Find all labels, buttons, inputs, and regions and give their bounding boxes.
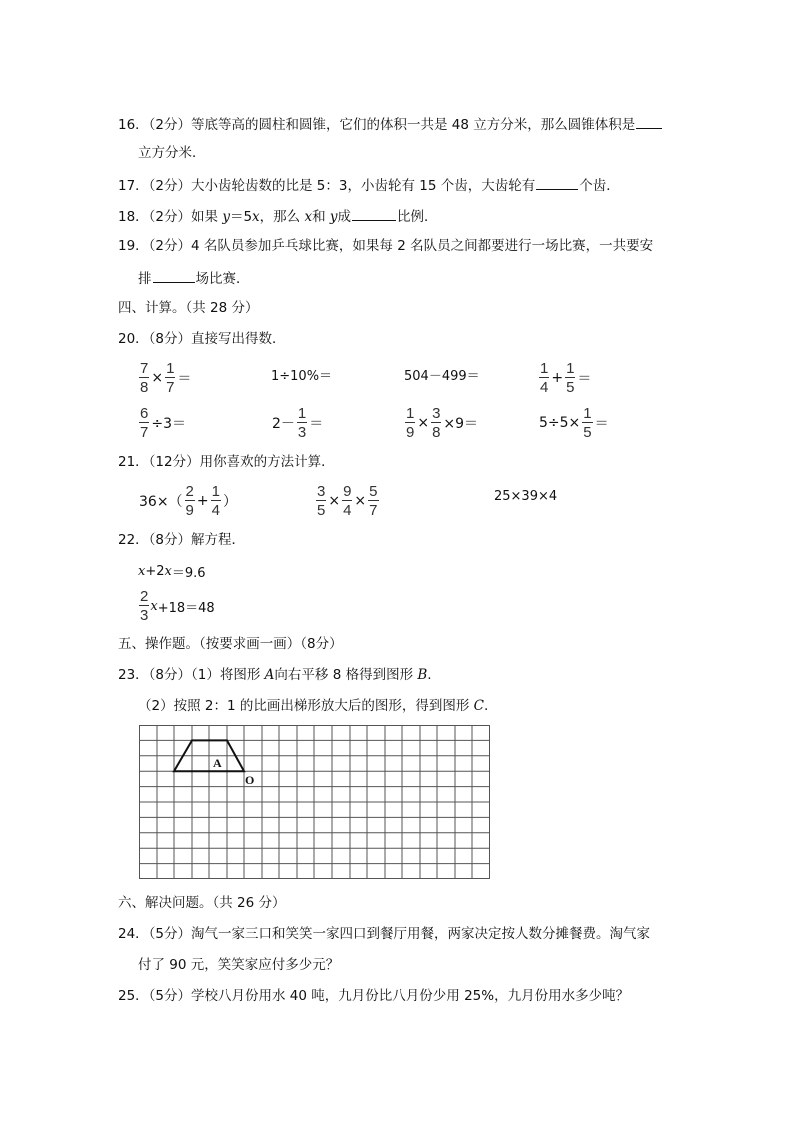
question-16 [118,114,663,134]
q20-item-3: 504－499＝ [404,369,480,384]
q20-item-4: $\frac{1}{4}$ + $\frac{1}{5}$ ＝ [540,360,592,396]
q18-mid: ，那么 [259,209,305,225]
q22-equation-1: x +2 x ＝9.6 [138,564,206,581]
q20-item-6: 2－ $\frac{1}{3}$ ＝ [272,405,324,441]
fraction: $\frac{1}{5}$ [583,405,592,441]
question-18 [118,206,438,226]
grid-svg [139,725,490,879]
answer-blank-19[interactable] [153,268,195,283]
var-x: x [252,209,260,225]
q20-item-1: $\frac{7}{8}$ × $\frac{1}{7}$ ＝ [140,360,192,396]
drawing-grid[interactable] [139,725,490,879]
fraction: $\frac{6}{7}$ [140,405,149,441]
q18-cheng: 成 [337,209,352,225]
point-label-o: O [245,773,255,787]
question-19-cont [138,268,250,288]
question-25: 25．（5分）学校八月份用水 40 吨，九月份比八月份少用 25%，九月份用水多少吨？ [118,988,630,1004]
question-24: 24．（5分）淘气一家三口和笑笑一家四口到餐厅用餐，两家决定按人数分摊餐费。淘气家 [118,926,651,942]
shape-label-a: A [213,756,222,770]
q19-suffix: 场比赛． [195,271,250,287]
question-23-line-2: （2）按照 2：1 的比画出梯形放大后的图形，得到图形 C. [138,698,489,714]
fraction: $\frac{2}{9}$ [185,483,194,519]
answer-blank-17[interactable] [536,175,578,190]
q18-suffix: 比例． [397,209,438,225]
question-16-cont: 立方分米． [138,145,206,161]
section-4-heading: 四、计算。（共 28 分） [118,300,259,316]
q22-equation-2: $\frac{2}{3}$ x +18＝48 [140,588,215,624]
fraction: $\frac{1}{4}$ [540,360,549,396]
question-19: 19．（2分）4 名队员参加乒乓球比赛，如果每 2 名队员之间都要进行一场比赛，一共要安 [118,238,654,254]
fraction: $\frac{1}{5}$ [566,360,575,396]
fraction: $\frac{2}{3}$ [140,588,149,624]
q18-eq: ＝5 [229,209,253,225]
question-17-suffix: 个齿． [579,178,620,194]
fraction: $\frac{5}{7}$ [369,483,378,519]
q18-prefix: 18．（2分）如果 [118,209,223,225]
q20-item-7: $\frac{1}{9}$ × $\frac{3}{8}$ ×9＝ [406,405,479,441]
fraction: $\frac{1}{7}$ [166,360,175,396]
q18-and: 和 [312,209,330,225]
fraction: $\frac{1}{3}$ [297,405,307,441]
var-y: y [222,209,230,225]
q21-expr-3: 25×39×4 [494,489,558,504]
question-22-title: 22．（8分）解方程． [118,532,246,548]
fraction: $\frac{9}{4}$ [343,483,352,519]
q19-prefix: 排 [138,271,152,287]
question-20-title: 20．（8分）直接写出得数． [118,331,286,347]
question-17-text: 17．（2分）大小齿轮齿数的比是 5：3，小齿轮有 15 个齿，大齿轮有 [118,178,536,194]
answer-blank-18[interactable] [352,206,396,221]
question-24-cont: 付了 90 元，笑笑家应付多少元？ [138,957,340,973]
q20-item-2: 1÷10%＝ [271,369,333,384]
q20-item-5: $\frac{6}{7}$ ÷3＝ [140,405,186,441]
answer-blank-16[interactable] [636,114,662,129]
section-5-heading: 五、操作题。（按要求画一画）（8分） [118,636,343,652]
section-6-heading: 六、解决问题。（共 26 分） [118,895,286,911]
var-y: y [329,209,338,225]
q21-expr-1: 36×（ $\frac{2}{9}$ + $\frac{1}{4}$ ） [139,483,237,519]
question-17 [118,175,620,195]
fraction: $\frac{3}{8}$ [432,405,441,441]
q21-expr-2: $\frac{3}{5}$ × $\frac{9}{4}$ × $\frac{5}{7}$ [317,483,378,519]
fraction: $\frac{3}{5}$ [317,483,326,519]
fraction: $\frac{7}{8}$ [140,360,149,396]
fraction: $\frac{1}{9}$ [406,405,415,441]
var-x: x [304,209,313,225]
q20-item-8: 5÷5× $\frac{1}{5}$ ＝ [539,405,609,441]
fraction: $\frac{1}{4}$ [211,483,220,519]
question-21-title: 21．（12分）用你喜欢的方法计算． [118,454,335,470]
question-23-line-1: 23．（8分）（1）将图形 A向右平移 8 格得到图形 B. [118,667,432,683]
question-16-text: 16．（2分）等底等高的圆柱和圆锥，它们的体积一共是 48 立方分米，那么圆锥体积是 [118,117,636,133]
